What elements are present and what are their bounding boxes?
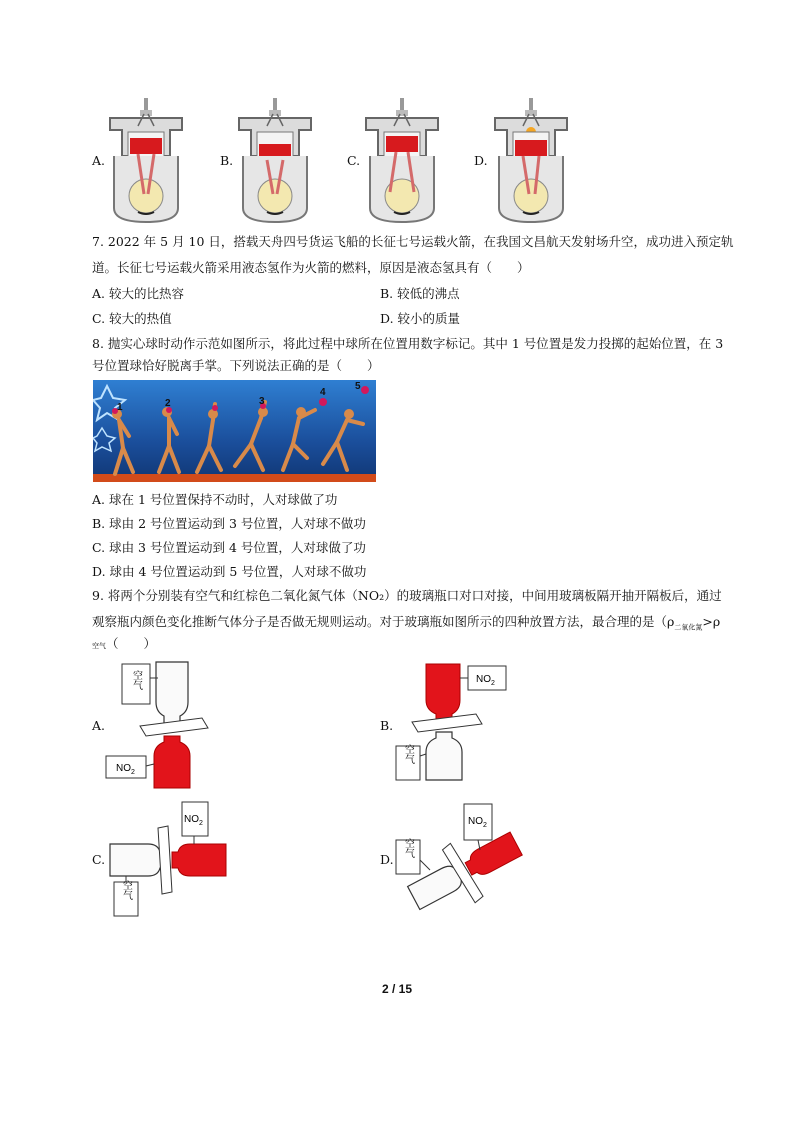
label-no2-d: $NO_2$ — [468, 816, 487, 829]
label-air-a: 空气 — [130, 670, 142, 690]
position-label-2: 2 — [165, 398, 171, 409]
q9-option-a-label: A. — [92, 718, 106, 733]
engine-stroke-a-diagram — [104, 96, 188, 226]
q8-option-a: A. 球在 1 号位置保持不动时，人对球做了功 — [92, 492, 338, 507]
q7-option-d: D. 较小的质量 — [380, 311, 461, 326]
q9-option-b-bottles — [394, 660, 514, 784]
position-label-3: 3 — [259, 396, 265, 407]
q9-stem-line1: 9. 将两个分别装有空气和红棕色二氧化氮气体（NO₂）的玻璃瓶口对口对接，中间用玻璃板隔开抽开隔板后，通过 — [92, 588, 722, 603]
q8-stem-line2: 号位置球恰好脱离手掌。下列说法正确的是（ ） — [92, 358, 380, 373]
q9-option-c-bottles — [104, 798, 234, 922]
q6-option-c-label: C. — [347, 153, 361, 168]
engine-stroke-d-diagram — [489, 96, 573, 226]
q9-option-d-bottles — [392, 800, 528, 922]
q9-option-c-label: C. — [92, 852, 106, 867]
q7-stem-line1: 7. 2022 年 5 月 10 日，搭载天舟四号货运飞船的长征七号运载火箭，在我国文昌航天发射场升空，成功进入预定轨 — [92, 234, 734, 249]
label-no2-c: $NO_2$ — [184, 814, 203, 827]
engine-stroke-c-diagram — [360, 96, 444, 226]
q9-option-b-label: B. — [380, 718, 394, 733]
label-no2-a: $NO_2$ — [116, 763, 135, 776]
label-no2-b: $NO_2$ — [476, 674, 495, 687]
q9-option-d-label: D. — [380, 852, 394, 867]
q9-stem-line3: 空气（ ） — [92, 636, 157, 651]
rho-subscript-no2: 二氧化氮 — [674, 623, 703, 632]
q7-option-b: B. 较低的沸点 — [380, 286, 460, 301]
q6-option-d-label: D. — [474, 153, 488, 168]
label-air-c: 空气 — [120, 880, 132, 900]
position-label-5: 5 — [355, 381, 361, 392]
q6-option-b-label: B. — [220, 153, 234, 168]
q7-stem-line2: 道。长征七号运载火箭采用液态氢作为火箭的燃料，原因是液态氢具有（ ） — [92, 260, 530, 275]
label-air-d: 空气 — [402, 838, 414, 858]
q7-option-a: A. 较大的比热容 — [92, 286, 184, 301]
q8-stem-line1: 8. 抛实心球时动作示范如图所示，将此过程中球所在位置用数字标记。其中 1 号位置是发力投掷的起始位置，在 3 — [92, 336, 724, 351]
q8-option-b: B. 球由 2 号位置运动到 3 号位置，人对球不做功 — [92, 516, 366, 531]
q8-option-d: D. 球由 4 号位置运动到 5 号位置，人对球不做功 — [92, 564, 367, 579]
engine-stroke-b-diagram — [233, 96, 317, 226]
position-label-4: 4 — [320, 387, 326, 398]
q7-option-c: C. 较大的热值 — [92, 311, 172, 326]
rho-subscript-air: 空气 — [92, 642, 106, 650]
q9-option-a-bottles — [104, 656, 224, 794]
page-number: 2 / 15 — [381, 982, 413, 996]
label-air-b: 空气 — [402, 744, 414, 764]
q8-option-c: C. 球由 3 号位置运动到 4 号位置，人对球做了功 — [92, 540, 366, 555]
position-label-1: 1 — [117, 402, 123, 413]
q6-option-a-label: A. — [92, 153, 106, 168]
shot-put-sequence-image — [93, 380, 376, 482]
q9-stem-line2: 观察瓶内颜色变化推断气体分子是否做无规则运动。对于玻璃瓶如图所示的四种放置方法，最合理的是（$\rho_{二氧化氮}>\rho$ — [92, 614, 721, 632]
